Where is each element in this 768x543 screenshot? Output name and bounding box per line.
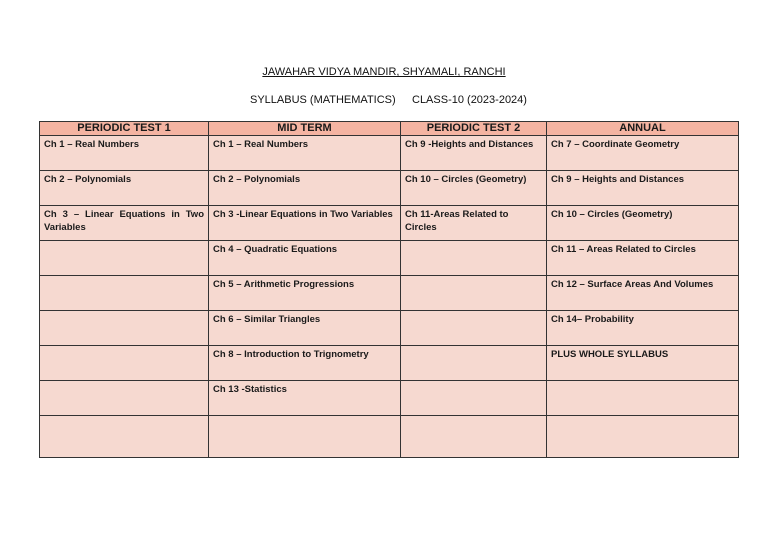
cell-annual	[547, 416, 739, 458]
cell-mid-term: Ch 1 – Real Numbers	[209, 136, 401, 171]
column-header-periodic-test-1: PERIODIC TEST 1	[40, 122, 209, 136]
school-title: JAWAHAR VIDYA MANDIR, SHYAMALI, RANCHI	[262, 66, 506, 78]
syllabus-table	[39, 121, 739, 458]
cell-mid-term: Ch 3 -Linear Equations in Two Variables	[209, 206, 401, 241]
cell-periodic-test-2: Ch 10 – Circles (Geometry)	[401, 171, 547, 206]
cell-mid-term: Ch 13 -Statistics	[209, 381, 401, 416]
table-row	[40, 416, 739, 458]
cell-periodic-test-1	[40, 381, 209, 416]
cell-periodic-test-1: Ch 2 – Polynomials	[40, 171, 209, 206]
cell-mid-term: Ch 4 – Quadratic Equations	[209, 241, 401, 276]
column-header-mid-term: MID TERM	[209, 122, 401, 136]
table-row	[40, 276, 739, 311]
column-header-periodic-test-2: PERIODIC TEST 2	[401, 122, 547, 136]
cell-periodic-test-2	[401, 416, 547, 458]
cell-mid-term: Ch 2 – Polynomials	[209, 171, 401, 206]
cell-annual: PLUS WHOLE SYLLABUS	[547, 346, 739, 381]
cell-annual: Ch 14– Probability	[547, 311, 739, 346]
cell-periodic-test-2	[401, 381, 547, 416]
cell-periodic-test-2	[401, 276, 547, 311]
cell-periodic-test-1: Ch 1 – Real Numbers	[40, 136, 209, 171]
cell-mid-term: Ch 8 – Introduction to Trignometry	[209, 346, 401, 381]
cell-periodic-test-1	[40, 416, 209, 458]
cell-periodic-test-1: Ch 3 – Linear Equations in Two Variables	[40, 206, 209, 241]
table-row	[40, 136, 739, 171]
table-row	[40, 381, 739, 416]
cell-annual: Ch 11 – Areas Related to Circles	[547, 241, 739, 276]
cell-annual: Ch 12 – Surface Areas And Volumes	[547, 276, 739, 311]
table-row	[40, 171, 739, 206]
column-header-annual: ANNUAL	[547, 122, 739, 136]
cell-annual: Ch 10 – Circles (Geometry)	[547, 206, 739, 241]
cell-periodic-test-1	[40, 311, 209, 346]
header-row	[40, 122, 739, 136]
cell-periodic-test-2: Ch 9 -Heights and Distances	[401, 136, 547, 171]
cell-periodic-test-2	[401, 241, 547, 276]
cell-periodic-test-2: Ch 11-Areas Related to Circles	[401, 206, 547, 241]
table-row	[40, 206, 739, 241]
cell-periodic-test-1	[40, 241, 209, 276]
cell-mid-term	[209, 416, 401, 458]
cell-periodic-test-2	[401, 311, 547, 346]
table-row	[40, 346, 739, 381]
cell-periodic-test-1	[40, 346, 209, 381]
table-row	[40, 311, 739, 346]
cell-mid-term: Ch 5 – Arithmetic Progressions	[209, 276, 401, 311]
cell-periodic-test-1	[40, 276, 209, 311]
cell-annual: Ch 9 – Heights and Distances	[547, 171, 739, 206]
class-year-label: CLASS-10 (2023-2024)	[412, 94, 527, 106]
subject-label: SYLLABUS (MATHEMATICS)	[250, 94, 396, 106]
table-row	[40, 241, 739, 276]
cell-periodic-test-2	[401, 346, 547, 381]
cell-annual	[547, 381, 739, 416]
cell-mid-term: Ch 6 – Similar Triangles	[209, 311, 401, 346]
cell-annual: Ch 7 – Coordinate Geometry	[547, 136, 739, 171]
